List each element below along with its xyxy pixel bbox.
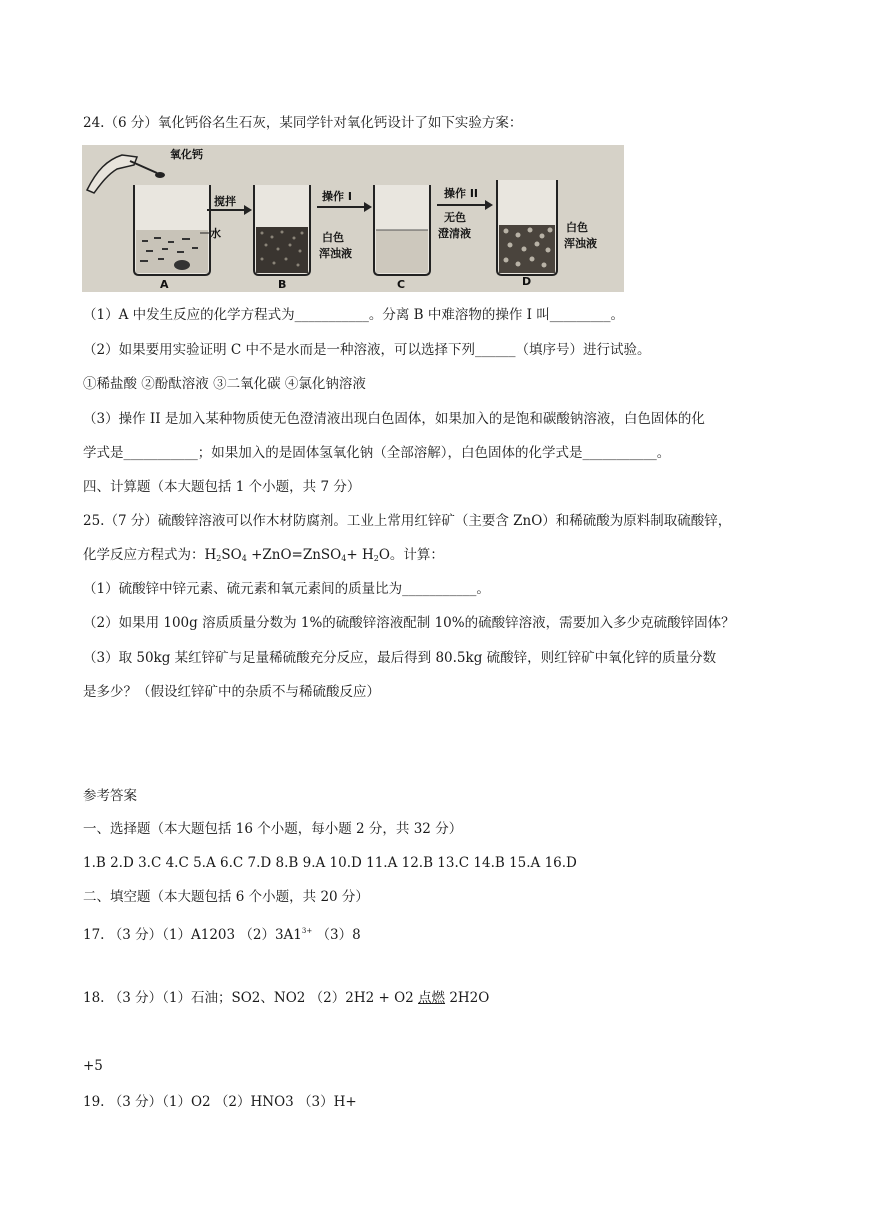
q25-equation: 化学反应方程式为：$H_2SO_4$ +ZnO=ZnSO$_4$+ $H_2O$。计算： [83,547,444,563]
beaker-label-c: C [397,278,406,291]
op2-label: 操作 II [444,187,479,200]
white-label-1: 白色 [322,231,344,244]
op1-label: 操作 I [322,190,352,203]
beaker-label-a: A [160,278,169,291]
answers-section2: 二、填空题（本大题包括 6 个小题，共 20 分） [83,889,369,905]
beaker-a [134,185,210,275]
q24-part3a: （3）操作 II 是加入某种物质使无色澄清液出现白色固体，如果加入的是饱和碳酸钠溶液，白色固体的化 [83,411,705,427]
turbid-label-2: 浑浊液 [564,237,597,250]
beaker-b [254,185,310,275]
answer-17: 17. （3 分）（1）A1203 $(2)3A1^{3+}$ （3）8 [83,927,361,943]
q24-part3b: 学式是___________；如果加入的是固体氢氧化钠（全部溶解），白色固体的化学式是___________。 [83,445,671,461]
white-label-2: 白色 [566,221,588,234]
stir-label: 搅拌 [214,195,236,208]
q24-part1: （1）A 中发生反应的化学方程式为___________。分离 B 中难溶物的操作 I 叫_________。 [83,307,625,323]
answer-19-charge: +5 [83,1058,103,1074]
q25-part1: （1）硫酸锌中锌元素、硫元素和氧元素间的质量比为___________。 [83,581,490,597]
answer-19: 19. （3 分）（1）O2 （2）HNO3 （3）H+ [83,1094,357,1110]
q25-part2: （2）如果用 100g 溶质质量分数为 1%的硫酸锌溶液配制 10%的硫酸锌溶液，需要加入多少克硫酸锌固体？ [83,615,735,631]
q25-part3a: （3）取 50kg 某红锌矿与足量稀硫酸充分反应，最后得到 80.5kg 硫酸锌，则红锌矿中氧化锌的质量分数 [83,650,717,666]
beaker-label-b: B [278,278,287,291]
q24-title: 24.（6 分）氧化钙俗名生石灰，某同学针对氧化钙设计了如下实验方案： [83,115,523,131]
answers-section1: 一、选择题（本大题包括 16 个小题，每小题 2 分，共 32 分） [83,821,463,837]
answer-18: 18. （3 分）（1）石油；SO2、NO2 （2）2H2 + O2 点燃 2H2O [83,990,490,1006]
answers-heading: 参考答案 [83,788,137,804]
experiment-figure [82,145,624,292]
hand-icon [87,155,137,193]
q25-line1: 25.（7 分）硫酸锌溶液可以作木材防腐剂。工业上常用红锌矿（主要含 ZnO）和稀硫酸为原料制取硫酸锌， [83,513,732,529]
reagent-label: 氧化钙 [170,148,203,161]
beaker-c [374,185,430,275]
water-label: 水 [210,227,221,240]
answers-choices: 1.B 2.D 3.C 4.C 5.A 6.C 7.D 8.B 9.A 10.D 11.A 12.B 13.C 14.B 15.A 16.D [83,855,577,871]
beaker-label-d: D [522,275,532,288]
q24-options: ①稀盐酸 ②酚酞溶液 ③二氧化碳 ④氯化钠溶液 [83,376,366,392]
section4-heading: 四、计算题（本大题包括 1 个小题，共 7 分） [83,479,361,495]
beaker-d [497,180,557,275]
q24-part2: （2）如果要用实验证明 C 中不是水而是一种溶液，可以选择下列______（填序号）进行试验。 [83,342,651,358]
q25-part3b: 是多少？（假设红锌矿中的杂质不与稀硫酸反应） [83,684,380,700]
clear-label-1: 无色 [444,211,466,224]
clear-label-2: 澄清液 [438,227,471,240]
turbid-label-1: 浑浊液 [319,247,352,260]
